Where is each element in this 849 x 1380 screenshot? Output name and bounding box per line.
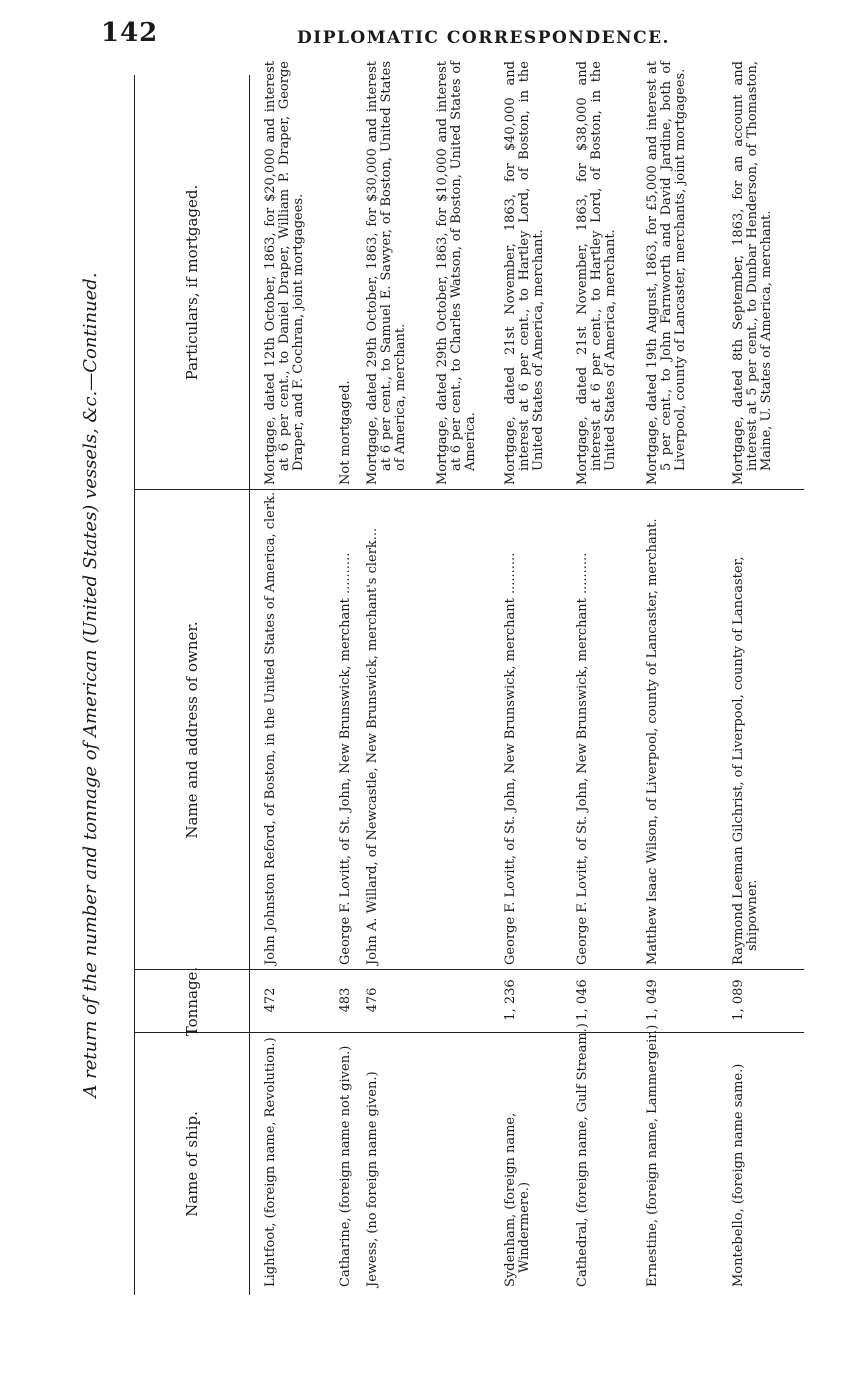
table-caption: A return of the number and tonnage of American (United States) vessels, &c.—Continued.	[80, 272, 101, 1098]
page-number: 142	[101, 18, 159, 48]
owner: George F. Lovitt, of St. John, New Brunswick, merchant ..........	[338, 552, 353, 965]
tonnage: 1, 236	[503, 979, 518, 1021]
running-head: DIPLOMATIC CORRESPONDENCE.	[297, 28, 670, 48]
ship-name: Lightfoot, (foreign name, Revolution.)	[263, 1037, 278, 1287]
particulars: Mortgage, dated 21st November, 1863, for $40,000 and interest at 6 per cent., to Hartley Lord, of Boston, in the United States of America, merchant.	[503, 61, 546, 485]
header-bottom-rule	[249, 75, 250, 1295]
tonnage: 476	[365, 987, 380, 1013]
rotated-table-block	[72, 61, 812, 1295]
ship-name: Ernestine, (foreign name, Lammergeir.)	[645, 1024, 660, 1287]
ship-name: Cathedral, (foreign name, Gulf Stream.)	[575, 1023, 590, 1287]
tonnage: 1, 089	[731, 979, 746, 1021]
tonnage: 1, 046	[575, 979, 590, 1021]
particulars: Not mortgaged.	[338, 380, 353, 485]
particulars: Mortgage, dated 29th October, 1863, for $30,000 and interest at 6 per cent., to Samuel E. Sawyer, of Boston, United States of America, merchant.	[365, 61, 408, 485]
owner: Raymond Leeman Gilchrist, of Liverpool, county of Lancaster, shipowner.	[731, 556, 760, 965]
tonnage: 1, 049	[645, 979, 660, 1021]
owner: George F. Lovitt, of St. John, New Brunswick, merchant ..........	[503, 552, 518, 965]
vessels-table	[134, 61, 804, 1295]
tonnage: 472	[263, 987, 278, 1013]
particulars: Mortgage, dated 12th October, 1863, for $20,000 and interest at 6 per cent., to Daniel Draper, William P. Draper, George Draper, and F. Cochran, joint mortgagees.	[263, 61, 306, 485]
header-tonnage: Tonnage.	[182, 966, 201, 1037]
particulars: Mortgage, dated 19th August, 1863, for £5,000 and interest at 5 per cent., to John Farnworth and David Jardine, both of Liverpool, county of Lancaster, merchants, joint mortgagees.	[645, 61, 688, 485]
ship-name: Jewess, (no foreign name given.)	[365, 1071, 380, 1287]
particulars: Mortgage, dated 21st November, 1863, for $38,000 and interest at 6 per cent., to Hartley Lord, of Boston, in the United States of America, merchant.	[575, 61, 618, 485]
tonnage: 483	[338, 987, 353, 1013]
owner: John Johnston Reford, of Boston, in the United States of America, clerk.	[263, 491, 278, 965]
ship-name: Montebello, (foreign name same.)	[731, 1063, 746, 1287]
particulars: Mortgage, dated 8th September, 1863, for an account and interest at 5 per cent., to Dunbar Henderson, of Thomaston, Maine, U. States of America, merchant.	[731, 61, 774, 485]
ship-name: Catharine, (foreign name not given.)	[338, 1045, 353, 1287]
ship-name: Sydenham, (foreign name, Windermere.)	[503, 1112, 532, 1287]
particulars-second-mortgage: Mortgage, dated 29th October, 1863, for $10,000 and interest at 6 per cent., to Charles Watson, of Boston, United States of America.	[435, 61, 478, 485]
owner: John A. Willard, of Newcastle, New Brunswick, merchant's clerk...	[365, 527, 380, 965]
header-particulars: Particulars, if mortgaged.	[182, 184, 201, 381]
header-ship: Name of ship.	[182, 1111, 201, 1217]
header-owner: Name and address of owner.	[182, 621, 201, 839]
owner: Matthew Isaac Wilson, of Liverpool, county of Lancaster, merchant.	[645, 518, 660, 965]
owner: George F. Lovitt, of St. John, New Brunswick, merchant ..........	[575, 552, 590, 965]
